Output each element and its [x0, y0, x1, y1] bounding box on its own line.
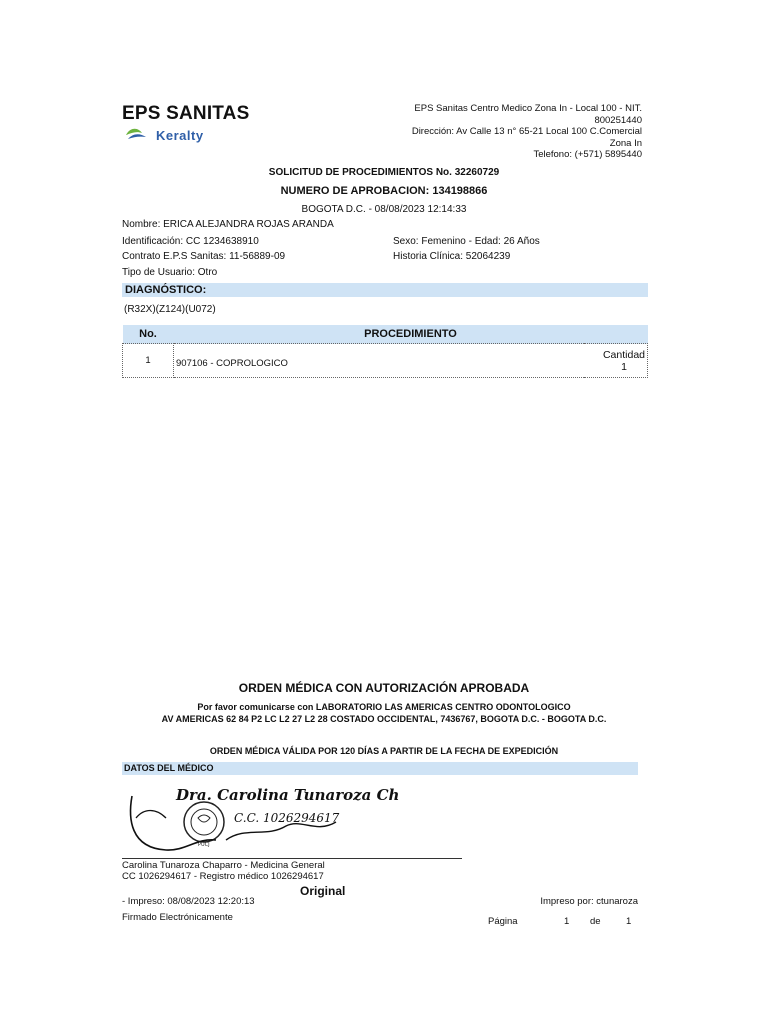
patient-user-type: Tipo de Usuario: Otro: [122, 267, 218, 278]
proc-quantity: [584, 344, 648, 378]
doctor-section-label: DATOS DEL MÉDICO: [124, 763, 214, 773]
quantity-value: 1: [621, 360, 627, 373]
page-of-label: de: [590, 916, 601, 927]
order-contact: Por favor comunicarse con LABORATORIO LAS AMERICAS CENTRO ODONTOLOGICO: [197, 702, 571, 712]
solicitud-title: SOLICITUD DE PROCEDIMIENTOS No. 32260729: [268, 167, 500, 178]
clinic-line: Zona In: [609, 137, 642, 149]
patient-sex-age: Sexo: Femenino - Edad: 26 Años: [393, 236, 540, 247]
doctor-details: [122, 860, 325, 882]
procedures-table: [122, 325, 648, 378]
page-number: 1: [564, 916, 570, 927]
procedures-header-row: [123, 325, 648, 344]
diagnosis-label: DIAGNÓSTICO:: [125, 284, 207, 296]
signed-electronically: Firmado Electrónicamente: [122, 912, 233, 923]
order-validity: ORDEN MÉDICA VÁLIDA POR 120 DÍAS A PARTIR DE LA FECHA DE EXPEDICIÓN: [209, 746, 559, 756]
printed-by: Impreso por: ctunaroza: [540, 896, 638, 907]
proc-description: 907106 - COPROLOGICO: [174, 344, 585, 378]
clinic-info: [392, 103, 642, 161]
doctor-name: Carolina Tunaroza Chaparro - Medicina General: [122, 860, 325, 871]
svg-text:PUCJ: PUCJ: [198, 842, 210, 848]
original-label: Original: [300, 884, 346, 898]
patient-contract: Contrato E.P.S Sanitas: 11-56889-09: [122, 251, 286, 262]
proc-number: 1: [123, 344, 174, 378]
order-title: ORDEN MÉDICA CON AUTORIZACIÓN APROBADA: [238, 681, 530, 695]
signature-text: Dra. Carolina Tunaroza Ch: [176, 786, 400, 804]
clinic-line: Telefono: (+571) 5895440: [533, 149, 642, 160]
stamp-text: C.C. 1026294617: [234, 811, 340, 825]
col-no-header: No.: [123, 325, 174, 344]
clinic-line: EPS Sanitas Centro Medico Zona In - Local 100 - NIT.: [414, 103, 642, 114]
page-label: Página: [488, 916, 518, 927]
quantity-label: Cantidad: [602, 348, 645, 361]
page-indicator: [488, 916, 631, 927]
keralty-logo-text: Keralty: [156, 127, 204, 143]
col-proc-header: PROCEDIMIENTO: [174, 325, 648, 344]
fecha-line: BOGOTA D.C. - 08/08/2023 12:14:33: [301, 204, 467, 215]
order-address: AV AMERICAS 62 84 P2 LC L2 27 L2 28 COSTADO OCCIDENTAL, 7436767, BOGOTA D.C. - BOGOTA D.C.: [161, 714, 607, 724]
patient-history: Historia Clínica: 52064239: [393, 251, 511, 262]
signature-line: [122, 858, 462, 859]
clinic-line: Dirección: Av Calle 13 n° 65-21 Local 100 C.Comercial: [411, 126, 642, 137]
keralty-logo: [124, 126, 204, 144]
printed-date: - Impreso: 08/08/2023 12:20:13: [122, 896, 255, 907]
keralty-leaf-icon: [124, 125, 152, 146]
order-instructions: [0, 701, 768, 725]
table-row: [123, 344, 648, 378]
doctor-registry: CC 1026294617 - Registro médico 1026294617: [122, 871, 324, 882]
patient-name: Nombre: ERICA ALEJANDRA ROJAS ARANDA: [122, 219, 334, 230]
patient-id: Identificación: CC 1234638910: [122, 236, 259, 247]
clinic-line: 800251440: [594, 114, 642, 126]
page-total: 1: [626, 916, 632, 927]
aprobacion-title: NUMERO DE APROBACION: 134198866: [280, 185, 488, 197]
brand-title: EPS SANITAS: [122, 103, 250, 124]
doctor-signature: [126, 778, 400, 860]
diagnosis-codes: (R32X)(Z124)(U072): [124, 304, 216, 315]
